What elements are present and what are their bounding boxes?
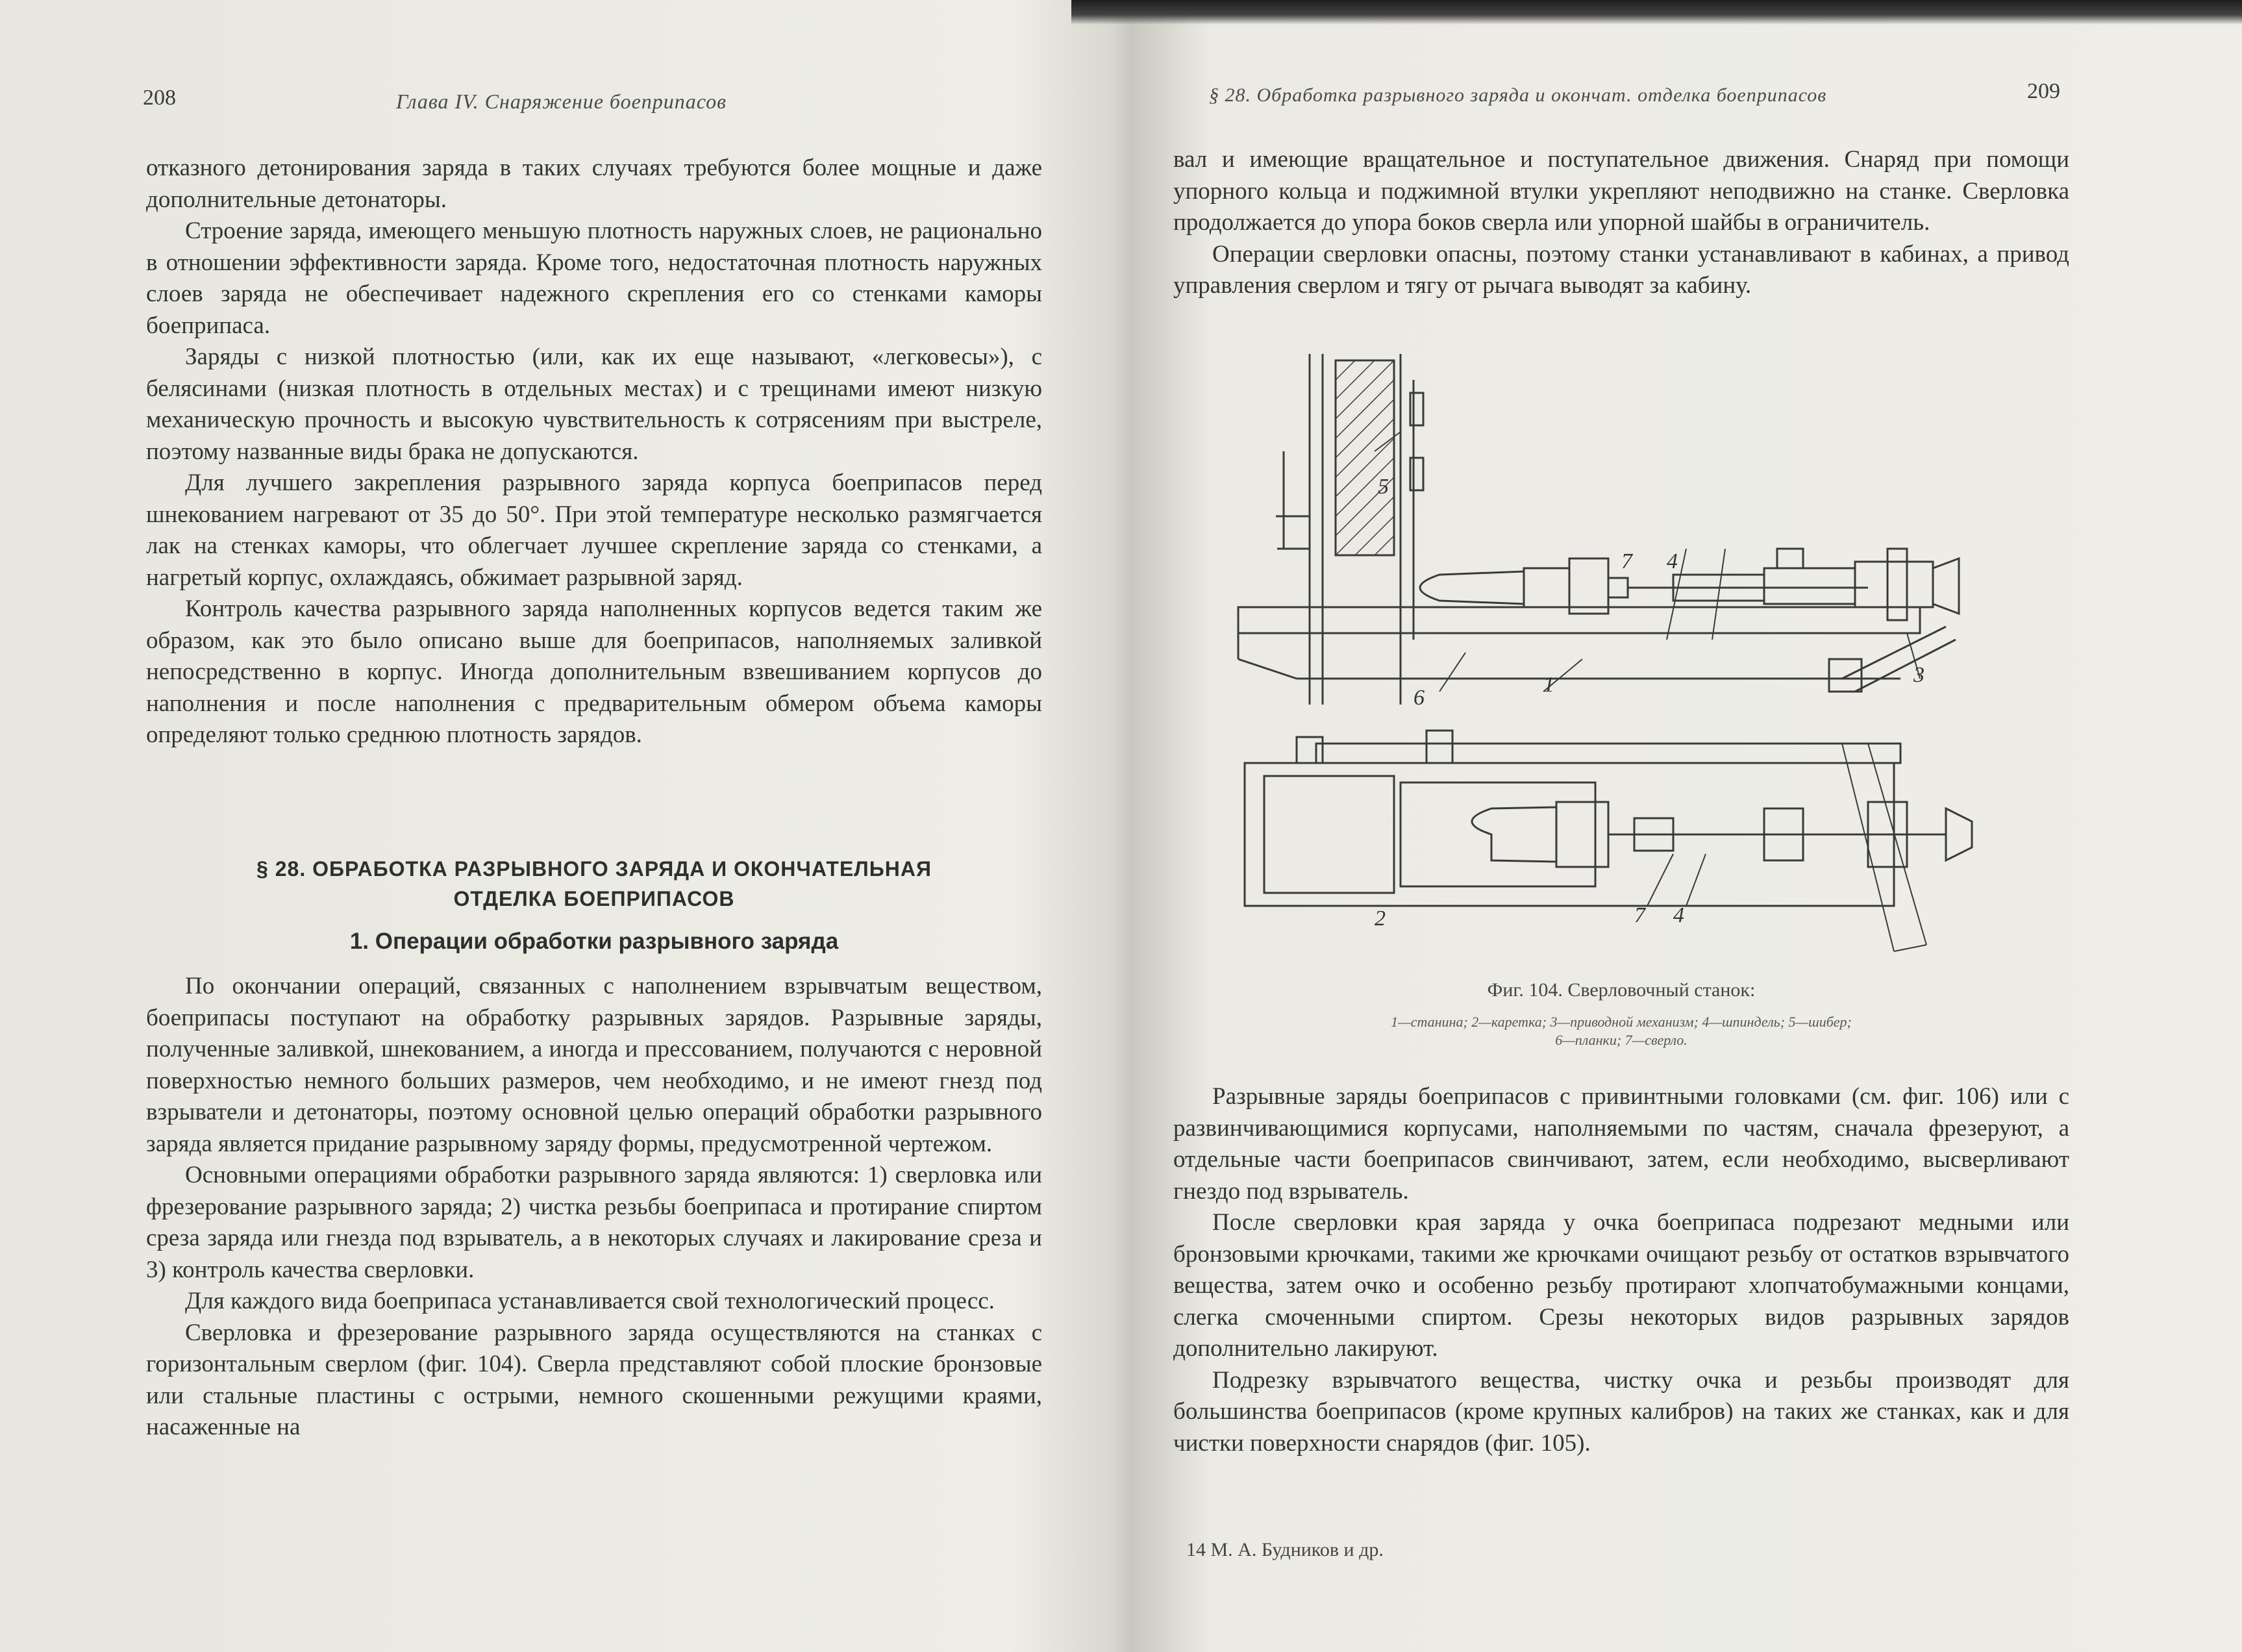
figure-caption: Фиг. 104. Сверловочный станок:: [1487, 979, 1756, 1001]
subsection-title: 1. Операции обработки разрывного заряда: [349, 929, 839, 954]
paragraph: Строение заряда, имеющего меньшую плотность наружных слоев, не рационально в отношении эффективности заряда. Кроме того, недостаточная плотность наружных слоев заряда не обеспечивает надежного скрепления его со стенками каморы боеприпаса.: [146, 218, 1042, 339]
paragraph: вал и имеющие вращательное и поступательное движения. Снаряд при помощи упорного кольца и поджимной втулки укрепляют неподвижно на станке. Сверловка продолжается до упора боков сверла или упорной шайбы в ограничитель.: [1173, 146, 2069, 236]
footer-signature: 14 М. А. Будников и др.: [1186, 1539, 1384, 1560]
page-number-left: 208: [143, 86, 176, 110]
paragraph: Основными операциями обработки разрывного заряда являются: 1) сверловка или фрезерование разрывного заряда; 2) чистка резьбы боеприпаса и протирание спиртом среза заряда или гнезда под взрыватель, а в некоторых случаях и лакирование среза и 3) контроль качества сверловки.: [146, 1162, 1042, 1283]
fig-label-7-top: 7: [1621, 549, 1632, 573]
paragraph: отказного детонирования заряда в таких случаях требуются более мощные и даже дополнительные детонаторы.: [146, 155, 1042, 213]
paragraph: Контроль качества разрывного заряда наполненных корпусов ведется таким же образом, как это было описано выше для боеприпасов, наполняемых заливкой непосредственно в корпус. Иногда дополнительным взвешиванием корпусов до наполнения и после наполнения с предварительным обмером объема каморы определяют только среднюю плотность зарядов.: [146, 595, 1042, 748]
paragraph: Операции сверловки опасны, поэтому станки устанавливают в кабинах, а привод управления сверлом и тягу от рычага выводят за кабину.: [1173, 240, 2069, 299]
figure-legend: [1173, 1013, 2069, 1049]
left-text-bottom: [146, 971, 1042, 1444]
right-text-bottom: [1173, 1081, 2069, 1459]
figure-drilling-machine: [1219, 354, 2037, 971]
paragraph: Для лучшего закрепления разрывного заряда корпуса боеприпасов перед шнекованием нагревают от 35 до 50°. При этой температуре несколько размягчается лак на стенках каморы, что облегчает лучшее скрепление заряда со стенками, а нагретый корпус, охлаждаясь, обжимает разрывной заряд.: [146, 469, 1042, 591]
paragraph: После сверловки края заряда у очка боеприпаса подрезают медными или бронзовыми крючками, такими же крючками очищают резьбу от остатков взрывчатого вещества, затем очко и особенно резьбу протирают хлопчатобумажными концами, слегка смоченными спиртом. Срезы некоторых видов разрывных зарядов дополнительно лакируют.: [1173, 1209, 2069, 1362]
paragraph: По окончании операций, связанных с наполнением взрывчатым веществом, боеприпасы поступают на обработку разрывных зарядов. Разрывные заряды, полученные заливкой, шнекованием, а иногда и прессованием, получаются с неровной поверхностью немного больших размеров, чем необходимо, и не имеют гнезд под взрыватели и детонаторы, поэтому основной целью операций обработки разрывного заряда является придание разрывному заряду формы, предусмотренной чертежом.: [146, 973, 1042, 1157]
fig-label-6: 6: [1414, 686, 1425, 710]
figure-legend-line2: 6—планки; 7—сверло.: [1555, 1032, 1688, 1048]
fig-label-1: 1: [1543, 673, 1554, 697]
paragraph: Для каждого вида боеприпаса устанавливается свой технологический процесс.: [185, 1288, 995, 1314]
drilling-machine-drawing: [1219, 354, 2037, 971]
running-head-left: Глава IV. Снаряжение боеприпасов: [396, 90, 727, 113]
fig-label-7-bottom: 7: [1634, 903, 1645, 927]
section-title: [146, 854, 1042, 914]
paragraph: Подрезку взрывчатого вещества, чистку очка и резьбы производят для большинства боеприпасов (кроме крупных калибров) на таких же станках, как и для чистки поверхности снарядов (фиг. 105).: [1173, 1366, 2069, 1457]
fig-label-5: 5: [1378, 475, 1389, 499]
wall-hatching: [1336, 360, 1394, 555]
paragraph: Разрывные заряды боеприпасов с привинтными головками (см. фиг. 106) или с развинчивающимися корпусами, наполняемыми по частям, сначала фрезеруют, а отдельные части боеприпасов свинчивают, затем, если необходимо, высверливают гнездо под взрыватель.: [1173, 1083, 2069, 1205]
right-text-top: [1173, 144, 2069, 302]
fig-label-4-top: 4: [1667, 549, 1678, 573]
fig-label-4-bottom: 4: [1673, 903, 1684, 927]
scanner-shadow: [1071, 0, 2242, 25]
page-number-right: 209: [2027, 79, 2060, 103]
running-head-right: § 28. Обработка разрывного заряда и окончат. отделка боеприпасов: [1209, 84, 1827, 106]
fig-label-2: 2: [1375, 907, 1386, 931]
section-title-line1: § 28. ОБРАБОТКА РАЗРЫВНОГО ЗАРЯДА И ОКОНЧАТЕЛЬНАЯ: [256, 857, 932, 881]
paragraph: Сверловка и фрезерование разрывного заряда осуществляются на станках с горизонтальным сверлом (фиг. 104). Сверла представляют собой плоские бронзовые или стальные пластины с острыми, немного скошенными режущими краями, насаженные на: [146, 1319, 1042, 1440]
section-title-line2: ОТДЕЛКА БОЕПРИПАСОВ: [453, 887, 735, 910]
paragraph: Заряды с низкой плотностью (или, как их еще называют, «легковесы»), с белясинами (низкая плотность в отдельных местах) и с трещинами имеют низкую механическую прочность и высокую чувствительность к сотрясениям при выстреле, поэтому названные виды брака не допускаются.: [146, 344, 1042, 465]
left-text-top: [146, 153, 1042, 751]
figure-legend-line1: 1—станина; 2—каретка; 3—приводной механизм; 4—шпиндель; 5—шибер;: [1391, 1014, 1852, 1030]
fig-label-3: 3: [1913, 663, 1924, 687]
